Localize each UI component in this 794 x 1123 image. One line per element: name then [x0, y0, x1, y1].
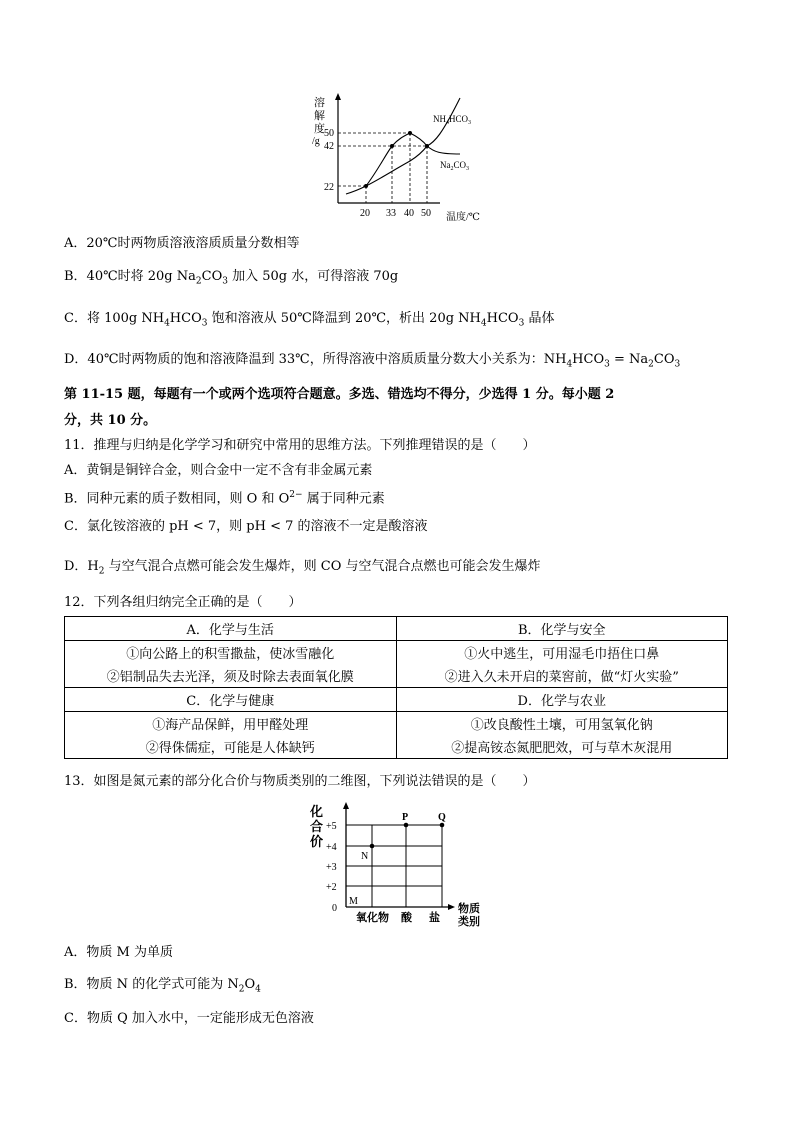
- data-point: [408, 131, 412, 135]
- y-tick-label: +5: [326, 821, 337, 832]
- q11-option-a: A．黄铜是铜锌合金，则合金中一定不含有非金属元素: [64, 463, 373, 478]
- table-cell: ②铝制品失去光泽，须及时除去表面氧化膜: [65, 664, 397, 688]
- x-tick-label: 33: [386, 208, 396, 219]
- y-axis-arrow: [335, 93, 341, 100]
- table-row: [65, 688, 728, 712]
- q11-option-d: D．$H_2$ 与空气混合点燃可能会发生爆炸，则 CO 与空气混合点燃也可能会发生爆炸: [64, 559, 541, 577]
- x-tick-label: 50: [421, 208, 431, 219]
- y-tick-label: 0: [332, 903, 337, 914]
- q11-stem: 11．推理与归纳是化学学习和研究中常用的思维方法。下列推理错误的是（ ）: [64, 438, 536, 453]
- point-p: [404, 823, 409, 828]
- point-n: [370, 844, 375, 849]
- q11-option-b: B．同种元素的质子数相同，则 O 和 $O^{2-}$ 属于同种元素: [64, 490, 385, 507]
- grid: [346, 825, 442, 907]
- section-instructions-line2: 分，共 10 分。: [64, 413, 157, 428]
- solubility-chart: [300, 92, 500, 228]
- point-label-n: N: [361, 851, 369, 862]
- q10-option-d: D．40℃时两物质的饱和溶液降温到 33℃，所得溶液中溶质质量分数大小关系为：$NH_4HCO_3 = Na_2CO_3$: [64, 352, 681, 370]
- valence-chart: [302, 800, 502, 930]
- q10-option-b: B．40℃时将 20g $Na_2CO_3$ 加入 50g 水，可得溶液 70g: [64, 269, 399, 287]
- q10-option-a: A．20℃时两物质溶液溶质质量分数相等: [64, 236, 300, 251]
- legend-na2co3: $Na_2CO_3$: [440, 160, 470, 172]
- data-point: [425, 144, 429, 148]
- y-tick-label: 22: [324, 182, 334, 193]
- q13-option-c: C．物质 Q 加入水中，一定能形成无色溶液: [64, 1011, 314, 1026]
- q13-option-b: B．物质 N 的化学式可能为 $N_2O_4$: [64, 977, 261, 995]
- y-axis-label-char: 度: [314, 123, 325, 135]
- data-point: [364, 184, 368, 188]
- y-axis-label-char: 解: [314, 110, 325, 122]
- table-cell: ②得侏儒症，可能是人体缺钙: [65, 735, 397, 759]
- table-cell: ①火中逃生，可用湿毛巾捂住口鼻: [396, 641, 728, 665]
- x-category-label: 盐: [429, 912, 440, 924]
- q10-option-c: C．将 100g $NH_4HCO_3$ 饱和溶液从 50℃降温到 20℃，析出 20g $NH_4HCO_3$ 晶体: [64, 311, 555, 329]
- x-tick-label: 40: [404, 208, 414, 219]
- table-cell: ①海产品保鲜，用甲醛处理: [65, 712, 397, 736]
- table-cell: ②提高铵态氮肥肥效，可与草木灰混用: [396, 735, 728, 759]
- table-cell: ①改良酸性土壤，可用氢氧化钠: [396, 712, 728, 736]
- y-axis-label-char: /g: [312, 136, 320, 147]
- y-tick-label: +4: [326, 842, 337, 853]
- point-label-m: M: [349, 896, 358, 907]
- table-header-cell: C．化学与健康: [65, 688, 397, 712]
- point-label-p: P: [402, 812, 409, 823]
- y-axis-arrow: [343, 802, 349, 809]
- point-label-q: Q: [438, 812, 446, 823]
- y-tick-label: +3: [326, 862, 337, 873]
- q13-stem: 13．如图是氮元素的部分化合价与物质类别的二维图，下列说法错误的是（ ）: [64, 774, 536, 789]
- x-category-label: 氧化物: [356, 912, 389, 924]
- y-tick-label: 50: [324, 128, 334, 139]
- point-q: [440, 823, 445, 828]
- table-row: [65, 735, 728, 759]
- x-axis-label: 物质: [458, 903, 480, 915]
- q12-stem: 12．下列各组归纳完全正确的是（ ）: [64, 595, 302, 610]
- x-axis-label: 温度/℃: [446, 212, 480, 223]
- q11-option-c: C．氯化铵溶液的 pH < 7，则 pH < 7 的溶液不一定是酸溶液: [64, 519, 428, 534]
- q13-option-a: A．物质 M 为单质: [64, 945, 173, 960]
- table-row: [65, 641, 728, 665]
- q12-table: [64, 616, 728, 759]
- x-axis-label: 类别: [458, 916, 480, 928]
- table-header-cell: A．化学与生活: [65, 617, 397, 641]
- y-axis-label-char: 溶: [314, 97, 325, 109]
- data-point: [390, 144, 394, 148]
- x-category-label: 酸: [401, 912, 412, 924]
- section-instructions-line1: 第 11-15 题，每题有一个或两个选项符合题意。多选、错选均不得分，少选得 1 分。每小题 2: [64, 387, 615, 402]
- table-header-cell: D．化学与农业: [396, 688, 728, 712]
- table-cell: ①向公路上的积雪撒盐，使冰雪融化: [65, 641, 397, 665]
- x-tick-label: 20: [360, 208, 370, 219]
- y-axis-label-char: 合: [310, 819, 324, 834]
- y-tick-label: 42: [324, 141, 334, 152]
- x-axis-arrow: [448, 904, 455, 910]
- table-row: [65, 664, 728, 688]
- table-header-cell: B．化学与安全: [396, 617, 728, 641]
- legend-nh4hco3: $NH_4HCO_3$: [433, 114, 472, 126]
- y-axis-label-char: 价: [310, 834, 324, 849]
- table-cell: ②进入久未开启的菜窖前，做“灯火实验”: [396, 664, 728, 688]
- table-row: [65, 617, 728, 641]
- table-row: [65, 712, 728, 736]
- y-tick-label: +2: [326, 882, 337, 893]
- y-axis-label-char: 化: [310, 804, 324, 819]
